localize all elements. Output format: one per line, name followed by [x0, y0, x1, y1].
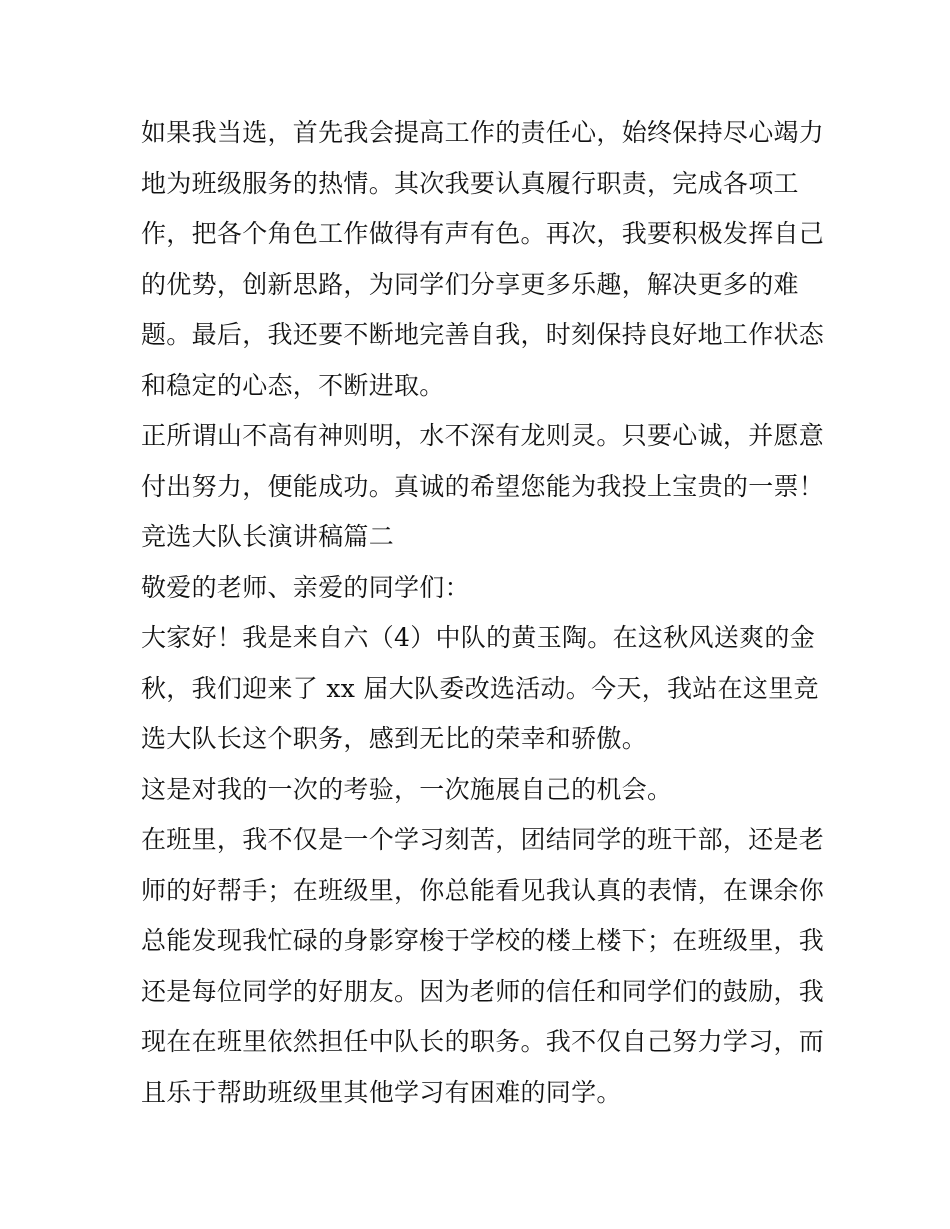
salutation: 敬爱的老师、亲爱的同学们：	[141, 572, 470, 602]
text-line: 这是对我的一次的考验，一次施展自己的机会。	[141, 774, 673, 804]
text-line: 现在在班里依然担任中队长的职务。我不仅自己努力学习，而	[141, 1027, 825, 1056]
text-line: 付出努力，便能成功。真诚的希望您能为我投上宝贵的一票！	[141, 471, 825, 501]
text-line: 正所谓山不高有神则明，水不深有龙则灵。只要心诚，并愿意	[141, 421, 825, 450]
document-body	[141, 108, 825, 1118]
text-line: 选大队长这个职务，感到无比的荣幸和骄傲。	[141, 724, 648, 753]
text-line: 大家好！我是来自六（4）中队的黄玉陶。在这秋风送爽的金	[141, 623, 816, 652]
text-line: 作，把各个角色工作做得有声有色。再次，我要积极发挥自己	[141, 219, 825, 248]
text-line: 在班里，我不仅是一个学习刻苦，团结同学的班干部，还是老	[141, 825, 825, 854]
text-line: 师的好帮手；在班级里，你总能看见我认真的表情，在课余你	[141, 875, 825, 905]
text-line: 且乐于帮助班级里其他学习有困难的同学。	[141, 1077, 622, 1107]
section-heading: 竞选大队长演讲稿篇二	[141, 522, 395, 551]
text-line: 和稳定的心态，不断进取。	[141, 370, 445, 400]
text-line: 总能发现我忙碌的身影穿梭于学校的楼上楼下；在班级里，我	[141, 926, 825, 955]
text-line: 题。最后，我还要不断地完善自我，时刻保持良好地工作状态	[141, 320, 825, 349]
text-line: 地为班级服务的热情。其次我要认真履行职责，完成各项工	[141, 168, 799, 198]
text-line: 秋，我们迎来了 xx 届大队委改选活动。今天，我站在这里竞	[141, 673, 819, 703]
text-line: 的优势，创新思路，为同学们分享更多乐趣，解决更多的难	[141, 269, 799, 299]
text-line: 如果我当选，首先我会提高工作的责任心，始终保持尽心竭力	[141, 118, 825, 147]
text-line: 还是每位同学的好朋友。因为老师的信任和同学们的鼓励，我	[141, 976, 825, 1006]
